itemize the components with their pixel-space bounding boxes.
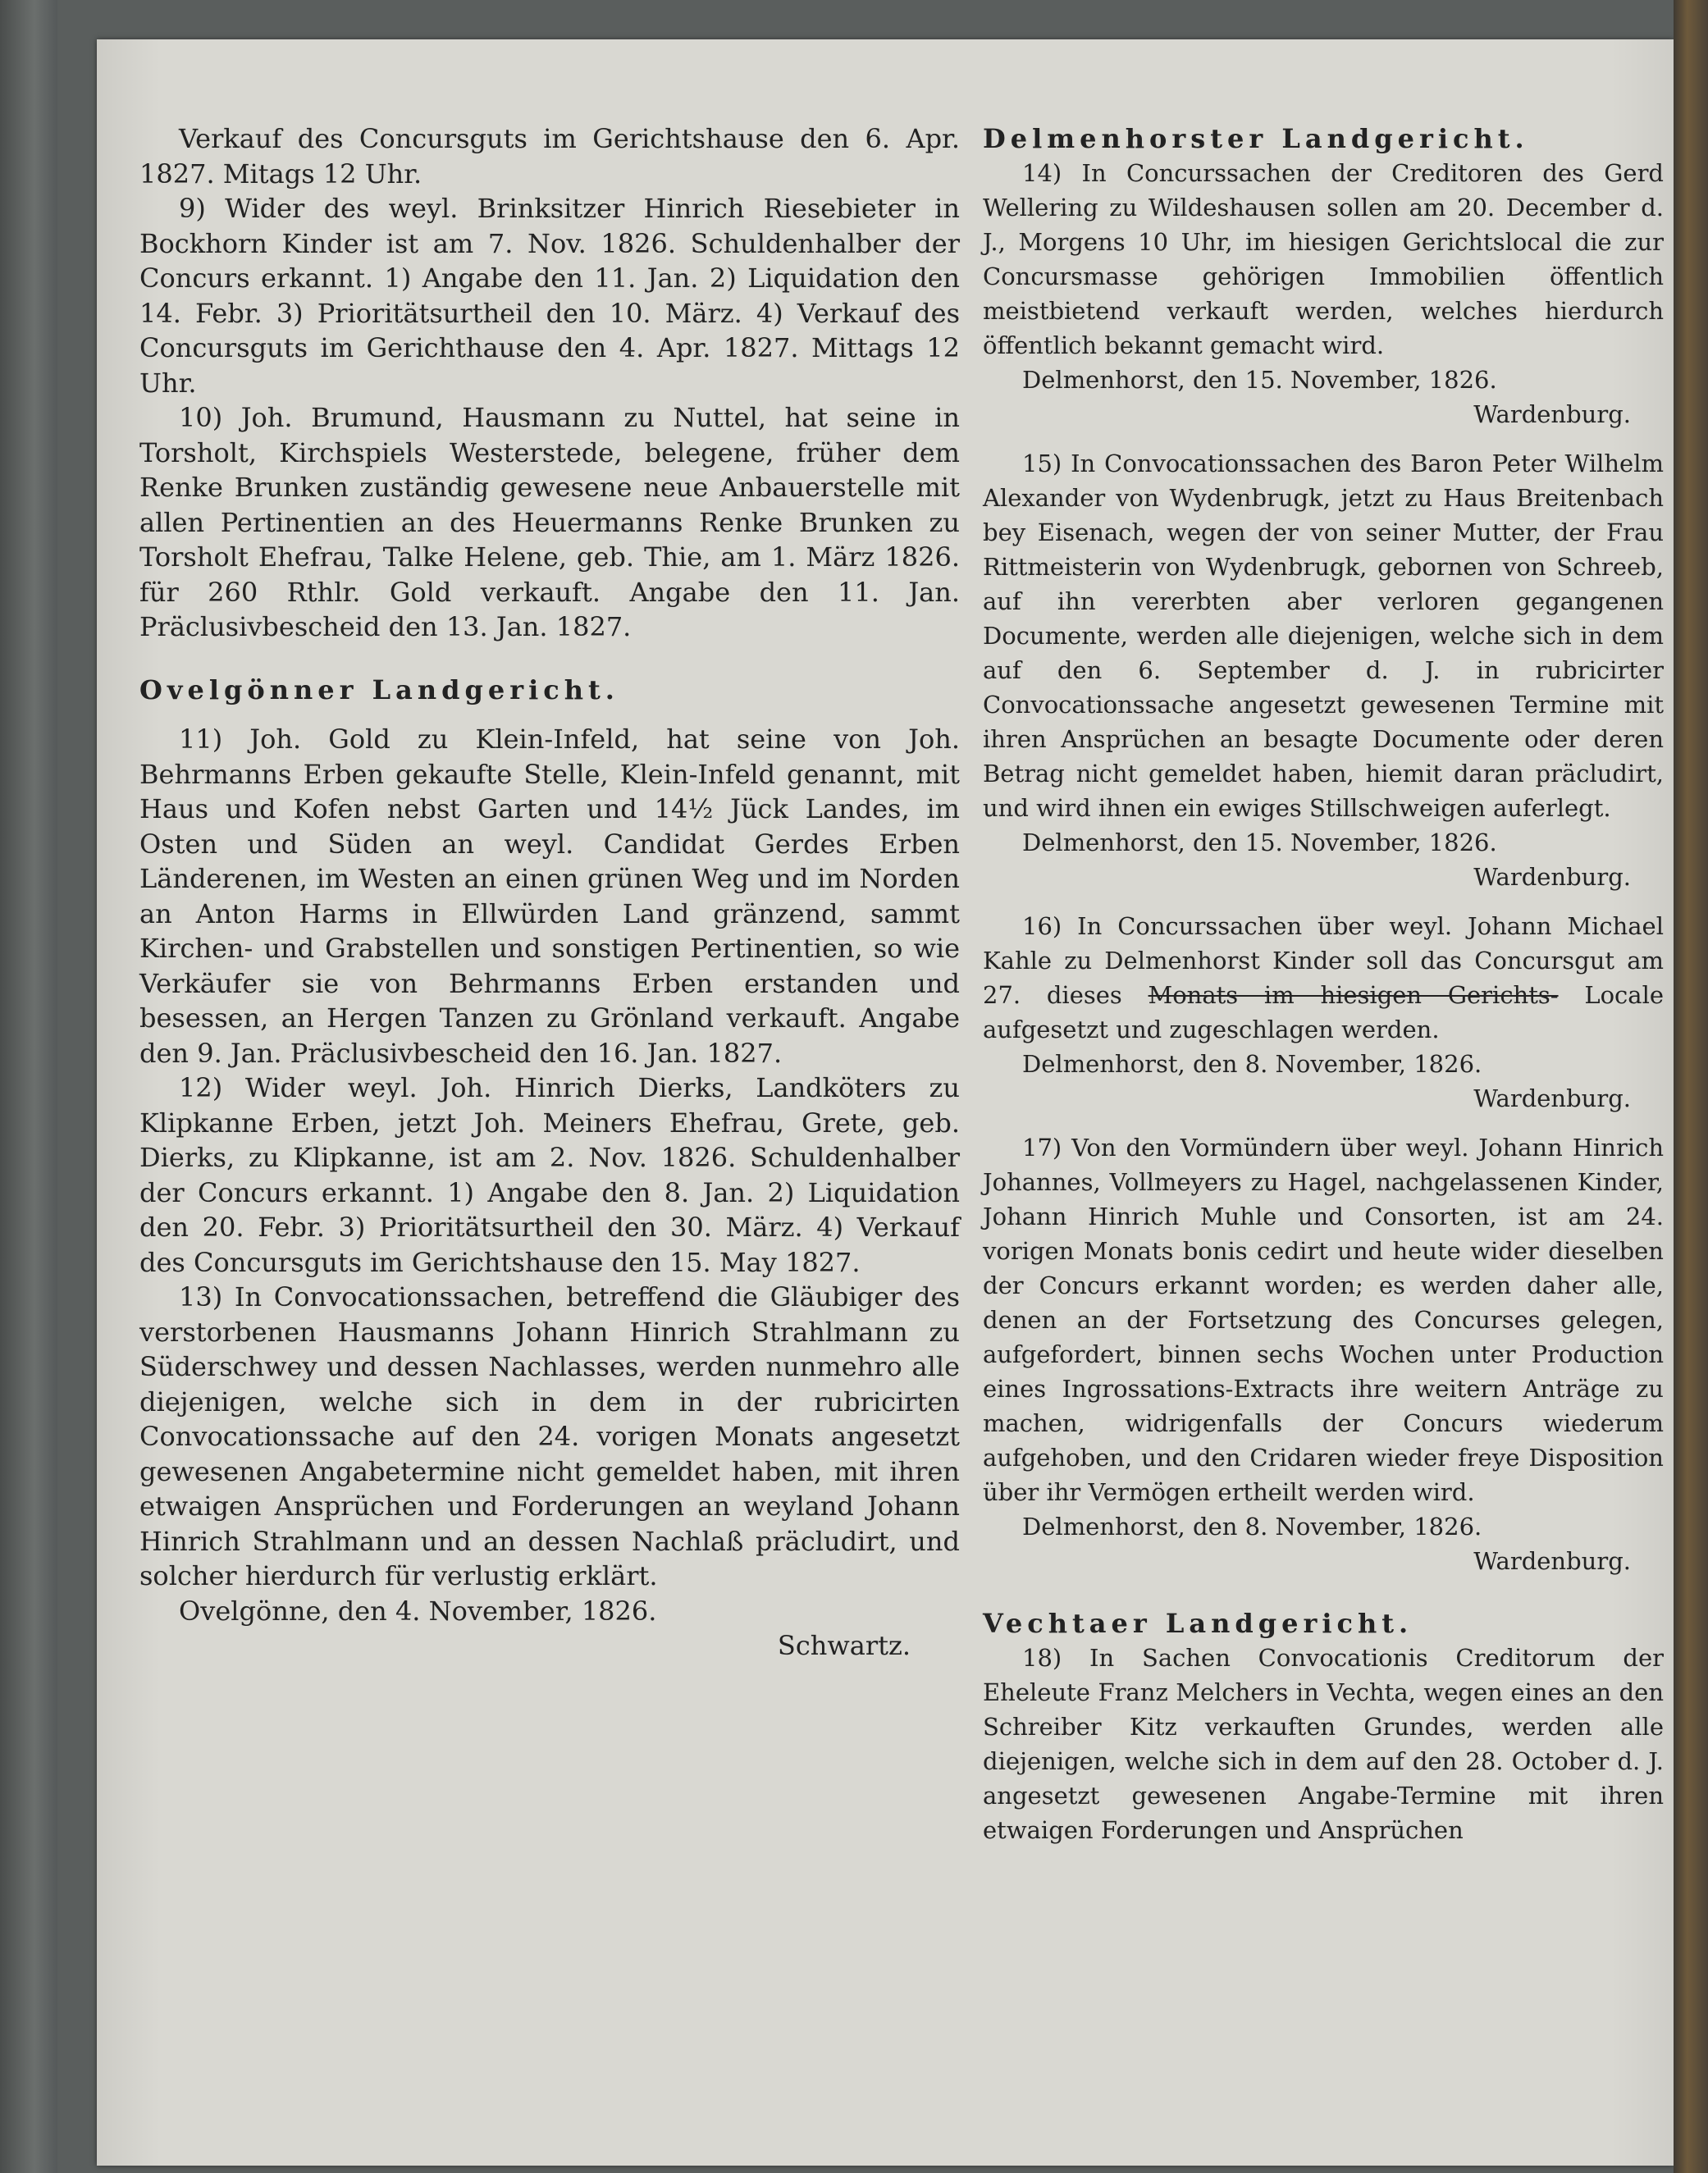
right-column	[983, 121, 1664, 1847]
dateline-16: Delmenhorst, den 8. November, 1826.	[1022, 1050, 1482, 1078]
dateline-15: Delmenhorst, den 15. November, 1826.	[1022, 829, 1497, 856]
heading-delmenhorst: Delmenhorster Landgericht.	[983, 123, 1529, 154]
dateline-13: Ovelgönne, den 4. November, 1826.	[179, 1595, 657, 1627]
signature-14: Wardenburg.	[1473, 400, 1631, 428]
paragraph-16-text-a: 16) In Concurssachen über weyl. Johann Michael Kahle zu Delmenhorst Kinder soll das Concursgut am 27. dieses	[983, 912, 1664, 1009]
paragraph-9: 9) Wider des weyl. Brinksitzer Hinrich Riesebieter in Bockhorn Kinder ist am 7. Nov. 1826. Schuldenhalber der Concurs erkannt. 1) Angabe den 11. Jan. 2) Liquidation den 14. Febr. 3) Prioritätsurtheil den 10. März. 4) Verkauf des Concursguts im Gerichthause den 4. Apr. 1827. Mittags 12 Uhr.	[139, 193, 960, 399]
paragraph-14: 14) In Concurssachen der Creditoren des Gerd Wellering zu Wildeshausen sollen am 20. December d. J., Morgens 10 Uhr, im hiesigen Gerichtslocal die zur Concursmasse gehörigen Immobilien öffentlich meistbietend verkauft werden, welches hierdurch öffentlich bekannt gemacht wird.	[983, 159, 1664, 359]
page-edge	[1674, 0, 1708, 2173]
paragraph-11: 11) Joh. Gold zu Klein-Infeld, hat seine von Joh. Behrmanns Erben gekaufte Stelle, Klein-Infeld genannt, mit Haus und Kofen nebst Garten und 14½ Jück Landes, im Osten und Süden an weyl. Candidat Gerdes Erben Länderenen, im Westen an einen grünen Weg und im Norden an Anton Harms in Ellwürden Land gränzend, sammt Kirchen- und Grabstellen und sonstigen Pertinentien, so wie Verkäufer sie von Behrmanns Erben erstanden und besessen, an Hergen Tanzen zu Grönland verkauft. Angabe den 9. Jan. Präclusivbescheid den 16. Jan. 1827.	[139, 724, 960, 1069]
paragraph-16-struck: Monats im hiesigen Gerichts-	[1148, 981, 1559, 1009]
paragraph-16-text-b: Locale aufgesetzt und zugeschlagen werden.	[983, 981, 1665, 1043]
book-binding	[0, 0, 57, 2173]
paragraph-continuation: Verkauf des Concursguts im Gerichtshause den 6. Apr. 1827. Mitags 12 Uhr.	[139, 123, 960, 189]
dateline-14: Delmenhorst, den 15. November, 1826.	[1022, 366, 1497, 394]
heading-ovelgoenne: Ovelgönner Landgericht.	[139, 673, 619, 705]
paragraph-15: 15) In Convocationssachen des Baron Peter Wilhelm Alexander von Wydenbrugk, jetzt zu Haus Breitenbach bey Eisenach, wegen der von seiner Mutter, der Frau Rittmeisterin von Wydenbrugk, gebornen von Schreeb, auf ihn vererbten aber verloren gegangenen Documente, werden alle diejenigen, welche sich in dem auf den 6. September d. J. in rubricirter Convocationssache angesetzt gewesenen Termine mit ihren Ansprüchen an besagte Documente oder deren Betrag nicht gemeldet haben, hiemit daran präcludirt, und wird ihnen ein ewiges Stillschweigen auferlegt.	[983, 450, 1664, 822]
heading-vechta: Vechtaer Landgericht.	[983, 1608, 1413, 1639]
paragraph-17: 17) Von den Vormündern über weyl. Johann Hinrich Johannes, Vollmeyers zu Hagel, nachgelassenen Kinder, Johann Hinrich Muhle und Consorten, ist am 24. vorigen Monats bonis cedirt und heute wider dieselben der Concurs erkannt worden; es werden daher alle, denen an der Fortsetzung des Concurses gelegen, aufgefordert, binnen sechs Wochen unter Production eines Ingrossations-Extracts ihre weitern Anträge zu machen, widrigenfalls der Concurs wiederum aufgehoben, und den Cridaren wieder freye Disposition über ihr Vermögen ertheilt werden wird.	[983, 1134, 1664, 1506]
paragraph-16	[983, 909, 1664, 1047]
signature-15: Wardenburg.	[1473, 863, 1631, 891]
left-column	[139, 121, 960, 1664]
paragraph-13: 13) In Convocationssachen, betreffend die Gläubiger des verstorbenen Hausmanns Johann Hinrich Strahlmann zu Süderschwey und dessen Nachlasses, werden nunmehro alle diejenigen, welche sich in dem in der rubricirten Convocationssache auf den 24. vorigen Monats angesetzt gewesenen Angabetermine nicht gemeldet haben, mit ihren etwaigen Ansprüchen und Forderungen an weyland Johann Hinrich Strahlmann und an dessen Nachlaß präcludirt, und solcher hierdurch für verlustig erklärt.	[139, 1281, 960, 1591]
paragraph-10: 10) Joh. Brumund, Hausmann zu Nuttel, hat seine in Torsholt, Kirchspiels Westerstede, belegene, früher dem Renke Brunken zuständig gewesene neue Anbauerstelle mit allen Pertinentien an des Heuermanns Renke Brunken zu Torsholt Ehefrau, Talke Helene, geb. Thie, am 1. März 1826. für 260 Rthlr. Gold verkauft. Angabe den 11. Jan. Präclusivbescheid den 13. Jan. 1827.	[139, 402, 960, 642]
dateline-17: Delmenhorst, den 8. November, 1826.	[1022, 1513, 1482, 1541]
paragraph-18: 18) In Sachen Convocationis Creditorum der Eheleute Franz Melchers in Vechta, wegen eines an den Schreiber Kitz verkauften Grundes, werden alle diejenigen, welche sich in dem auf den 28. October d. J. angesetzt gewesenen Angabe-Termine mit ihren etwaigen Forderungen und Ansprüchen	[983, 1644, 1664, 1844]
signature-17: Wardenburg.	[1473, 1547, 1631, 1575]
signature-16: Wardenburg.	[1473, 1084, 1631, 1112]
signature-13: Schwartz.	[777, 1630, 911, 1661]
paragraph-12: 12) Wider weyl. Joh. Hinrich Dierks, Landköters zu Klipkanne Erben, jetzt Joh. Meiners Ehefrau, Grete, geb. Dierks, zu Klipkanne, ist am 2. Nov. 1826. Schuldenhalber der Concurs erkannt. 1) Angabe den 8. Jan. 2) Liquidation den 20. Febr. 3) Prioritätsurtheil den 30. März. 4) Verkauf des Concursguts im Gerichtshause den 15. May 1827.	[139, 1072, 960, 1278]
